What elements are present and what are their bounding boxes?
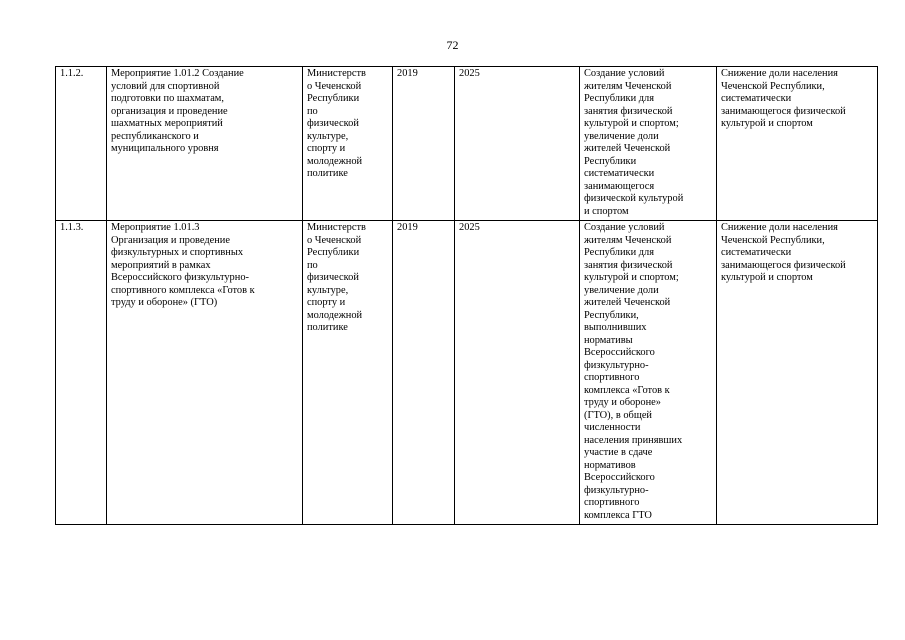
end-year-cell bbox=[455, 67, 580, 221]
event-text: Мероприятие 1.01.3 Организация и проведение физкультурных и спортивных мероприятий в рамках Всероссийского физкультурно- спортивного комплекса «Готов к труду и обороне» (ГТО) bbox=[111, 222, 255, 308]
measures-table bbox=[55, 66, 878, 525]
end-year-cell bbox=[455, 221, 580, 525]
end-year: 2025 bbox=[459, 222, 480, 233]
start-year: 2019 bbox=[397, 222, 418, 233]
executor-text: Министерств о Чеченской Республики по физической культуре, спорту и молодежной политике bbox=[307, 222, 366, 333]
executor-cell bbox=[303, 67, 393, 221]
row-number-cell bbox=[56, 67, 107, 221]
indicator-cell bbox=[717, 67, 878, 221]
start-year: 2019 bbox=[397, 68, 418, 79]
start-year-cell bbox=[393, 221, 455, 525]
result-text: Создание условий жителям Чеченской Республики для занятия физической культурой и спортом; увеличение доли жителей Чеченской Республики систематически занимающегося физической культурой и спортом bbox=[584, 68, 684, 217]
start-year-cell bbox=[393, 67, 455, 221]
table-row bbox=[56, 221, 878, 525]
event-cell bbox=[107, 221, 303, 525]
event-text: Мероприятие 1.01.2 Создание условий для спортивной подготовки по шахматам, организация и проведение шахматных мероприятий республиканского и муниципального уровня bbox=[111, 68, 244, 154]
row-number: 1.1.2. bbox=[60, 68, 84, 79]
indicator-cell bbox=[717, 221, 878, 525]
result-text: Создание условий жителям Чеченской Республики для занятия физической культурой и спортом; увеличение доли жителей Чеченской Республики, выполнивших нормативы Всероссийского физкультурно- спортивного комплекса «Готов к труду и обороне» (ГТО), в общей численности населения принявших участие в сдаче нормативов Всероссийского физкультурно- спортивного комплекса ГТО bbox=[584, 222, 683, 521]
table-row bbox=[56, 67, 878, 221]
indicator-text: Снижение доли населения Чеченской Республики, систематически занимающегося физической культурой и спортом bbox=[721, 68, 846, 129]
executor-cell bbox=[303, 221, 393, 525]
row-number-cell bbox=[56, 221, 107, 525]
row-number: 1.1.3. bbox=[60, 222, 84, 233]
result-cell bbox=[580, 67, 717, 221]
result-cell bbox=[580, 221, 717, 525]
page-number: 72 bbox=[446, 38, 459, 52]
indicator-text: Снижение доли населения Чеченской Республики, систематически занимающегося физической культурой и спортом bbox=[721, 222, 846, 283]
executor-text: Министерств о Чеченской Республики по физической культуре, спорту и молодежной политике bbox=[307, 68, 366, 179]
end-year: 2025 bbox=[459, 68, 480, 79]
event-cell bbox=[107, 67, 303, 221]
